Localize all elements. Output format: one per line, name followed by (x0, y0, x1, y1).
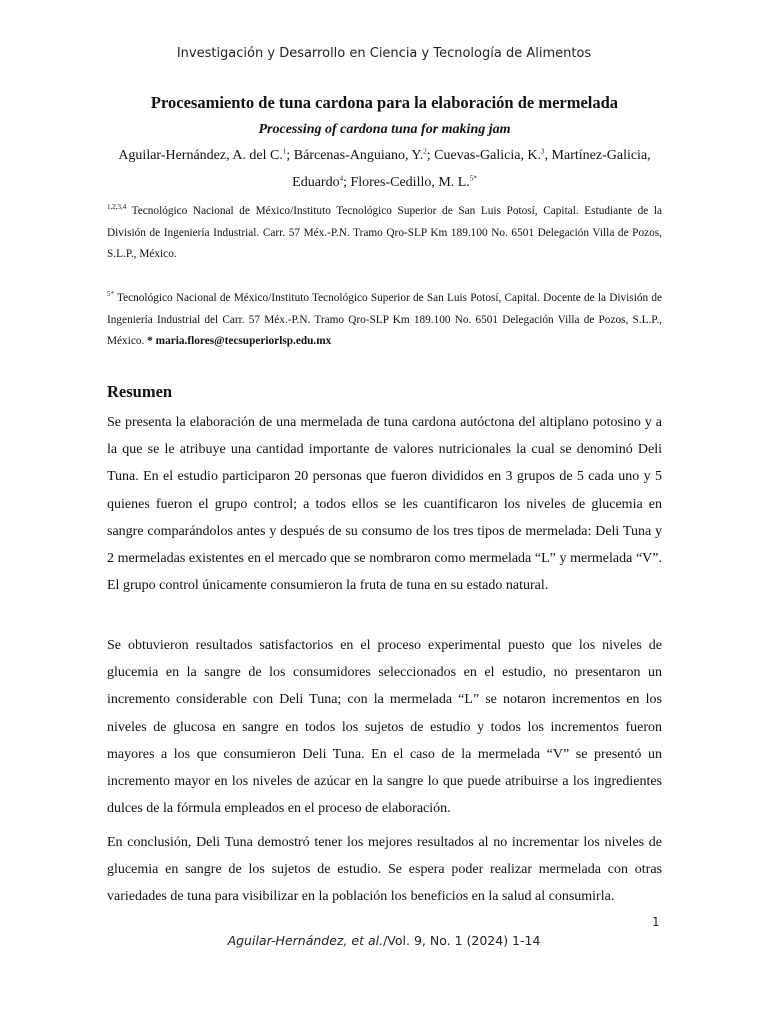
author-list (107, 142, 662, 196)
author-name: Cuevas-Galicia, K. (434, 148, 542, 163)
email-prefix: * (147, 335, 156, 348)
affiliation-students (107, 201, 662, 266)
author-name: Aguilar-Hernández, A. del C. (118, 148, 283, 163)
journal-header: Investigación y Desarrollo en Ciencia y Tecnología de Alimentos (176, 46, 592, 61)
footer-authors: Aguilar-Hernández, et al. (227, 933, 384, 948)
abstract-paragraph: Se obtuvieron resultados satisfactorios en el proceso experimental puesto que los niveles de glucemia en la sangre de los consumidores seleccionados en el estudio, no presentaron un incremento considerable con Deli Tuna; con la mermelada “L” se notaron incrementos en los niveles de glucosa en sangre en todos los sujetos de estudio y todos los incrementos fueron mayores a los que consumieron Deli Tuna. En el caso de la mermelada “V” se presentó un incremento mayor en los niveles de azúcar en la sangre lo que puede atribuirse a los ingredientes dulces de la fórmula empleados en el proceso de elaboración. (107, 638, 662, 817)
author-name: Flores-Cedillo, M. L. (350, 175, 470, 190)
abstract-heading: Resumen (107, 382, 173, 401)
title-block (107, 92, 662, 196)
author-affiliation-mark: 2 (423, 147, 427, 156)
email-address: maria.flores@tecsuperiorlsp.edu.mx (155, 335, 332, 348)
affiliation-mark: 5* (107, 290, 114, 299)
author-name: Martínez-Galicia, Eduardo (292, 148, 651, 190)
author-affiliation-mark: 5* (469, 174, 477, 183)
author-separator: ; (343, 175, 351, 190)
paper-title: Procesamiento de tuna cardona para la elaboración de mermelada (150, 93, 619, 112)
affiliation-text: Tecnológico Nacional de México/Instituto Tecnológico Superior de San Luis Potosí, Capital. Estudiante de la División de Ingeniería Industrial. Carr. 57 Méx.-P.N. Tramo Qro-SLP Km 189.100 No. 6501 Delegación Villa de Pozos, S.L.P., México. (107, 205, 662, 261)
corresponding-email[interactable] (147, 335, 331, 347)
abstract-paragraph: En conclusión, Deli Tuna demostró tener los mejores resultados al no incrementar los niveles de glucemia en sangre de los sujetos de estudio. Se espera poder realizar mermelada con otras variedades de tuna para visibilizar en la población los beneficios en la salud al consumirla. (107, 835, 662, 905)
author-separator: ; (426, 148, 435, 163)
author-affiliation-mark: 1 (282, 147, 287, 156)
abstract-paragraph: Se presenta la elaboración de una mermelada de tuna cardona autóctona del altiplano potosino y a la que se le atribuye una cantidad importante de valores nutricionales la cual se denominó Deli Tuna. En el estudio participaron 20 personas que fueron divididos en 3 grupos de 5 cada uno y 5 quienes fueron el grupo control; a todos ellos se les cuantificaron los niveles de glucemia en sangre comparándolos antes y después de su consumo de los tres tipos de mermelada: Deli Tuna y 2 mermeladas existentes en el mercado que se nombraron como mermelada “L” y mermelada “V”. El grupo control únicamente consumieron la fruta de tuna en su estado natural. (107, 415, 662, 594)
footer-citation: /Vol. 9, No. 1 (2024) 1-14 (383, 933, 541, 948)
author-affiliation-mark: 3 (541, 147, 545, 156)
author-separator: ; (286, 148, 294, 163)
author-name: Bárcenas-Anguiano, Y. (293, 148, 424, 163)
citation-footer (0, 933, 768, 948)
author-affiliation-mark: 4 (339, 174, 344, 183)
affiliation-text: Tecnológico Nacional de México/Instituto Tecnológico Superior de San Luis Potosí, Capital. Docente de la División de Ingeniería Industrial del Carr. 57 Méx.-P.N. Tramo Qro-SLP Km 189.100 No. 6501 Delegación Villa de Pozos, S.L.P., México. (107, 292, 662, 348)
affiliation-mark: 1,2,3,4 (107, 203, 127, 212)
page-number: 1 (652, 915, 660, 929)
author-separator: , (544, 148, 552, 163)
affiliation-teacher (107, 288, 662, 353)
paper-subtitle: Processing of cardona tuna for making jam (258, 122, 511, 137)
